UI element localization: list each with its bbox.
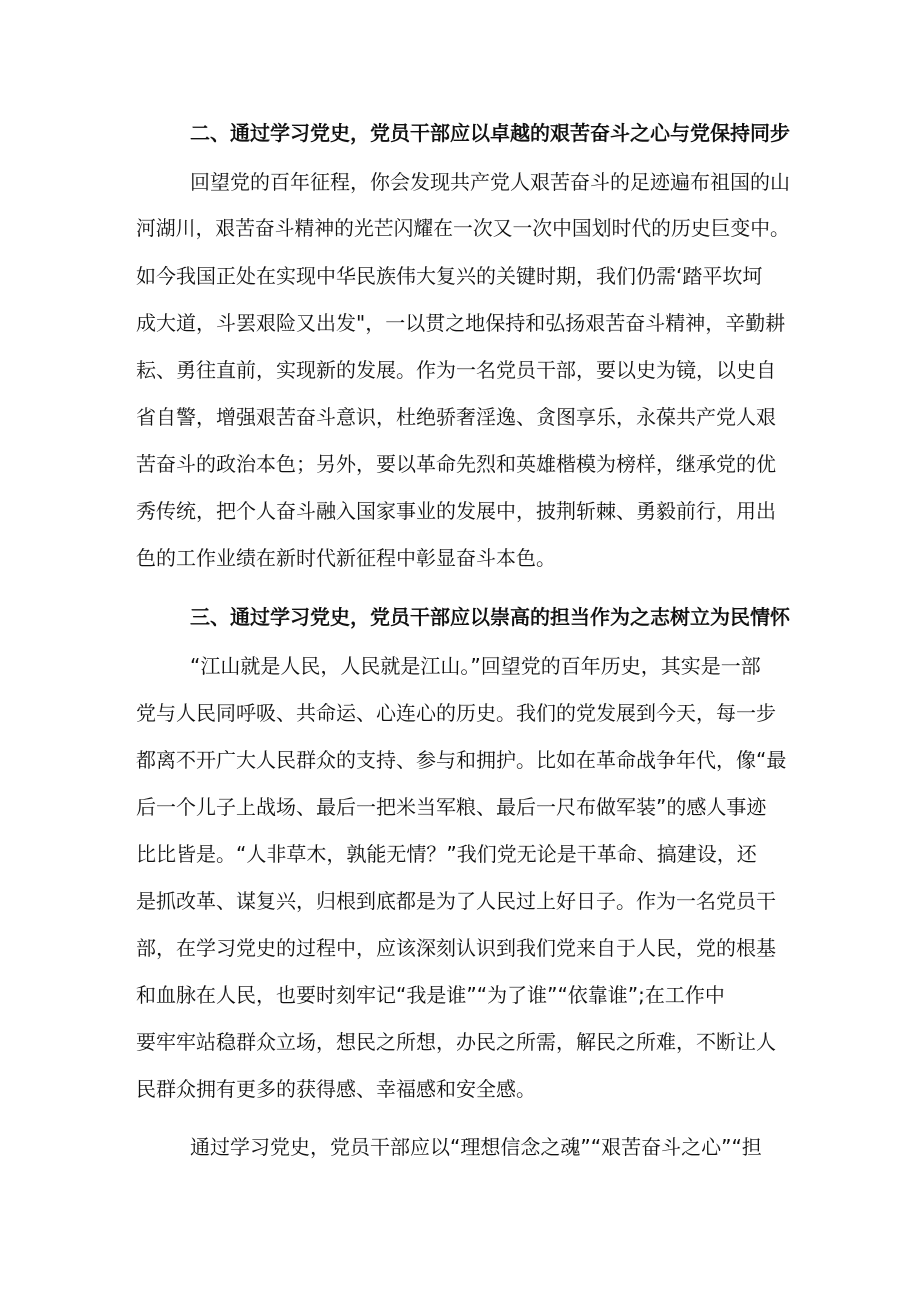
paragraph-line	[0, 445, 920, 483]
paragraph-line	[0, 741, 920, 779]
text-line: 秀传统，把个人奋斗融入国家事业的发展中，披荆斩棘、勇毅前行，用出	[136, 499, 776, 523]
text-line: 省自警，增强艰苦奋斗意识，杜绝骄奢淫逸、贪图享乐，永葆共产党人艰	[136, 405, 776, 429]
paragraph-line	[0, 929, 920, 967]
text-line: 后一个儿子上战场、最后一把米当军粮、最后一尺布做军装”的感人事迹	[136, 795, 767, 819]
paragraph-line	[0, 257, 920, 295]
paragraph-line	[0, 304, 920, 342]
section-3-heading	[0, 598, 920, 636]
text-line: 苦奋斗的政治本色；另外，要以革命先烈和英雄楷模为榜样，继承党的优	[136, 452, 776, 476]
paragraph-line	[0, 398, 920, 436]
text-line: 民群众拥有更多的获得感、幸福感和安全感。	[136, 1077, 536, 1101]
text-line: 都离不开广大人民群众的支持、参与和拥护。比如在革命战争年代，像“最	[136, 748, 787, 772]
paragraph-line	[0, 882, 920, 920]
text-line: 成大道，斗罢艰险又出发"，一以贯之地保持和弘扬艰苦奋斗精神，辛勤耕	[136, 311, 786, 335]
text-line: 比比皆是。“人非草木，孰能无情？”我们党无论是干革命、搞建设，还	[136, 842, 757, 866]
text-line: 和血脉在人民，也要时刻牢记“我是谁”“为了谁”“依靠谁”;在工作中	[136, 983, 725, 1007]
paragraph-line	[0, 1128, 920, 1166]
text-line: 色的工作业绩在新时代新征程中彰显奋斗本色。	[136, 546, 556, 570]
paragraph-line	[0, 788, 920, 826]
paragraph-line	[0, 163, 920, 201]
paragraph-line	[0, 492, 920, 530]
text-line: 部，在学习党史的过程中，应该深刻认识到我们党来自于人民，党的根基	[136, 936, 776, 960]
paragraph-line	[0, 694, 920, 732]
paragraph-line	[0, 1023, 920, 1061]
paragraph-line	[0, 539, 920, 577]
text-line: 通过学习党史，党员干部应以“理想信念之魂”“艰苦奋斗之心”“担	[190, 1135, 762, 1159]
text-line: 耘、勇往直前，实现新的发展。作为一名党员干部，要以史为镜，以史自	[136, 358, 776, 382]
paragraph-line	[0, 351, 920, 389]
text-line: 是抓改革、谋复兴，归根到底都是为了人民过上好日子。作为一名党员干	[136, 889, 776, 913]
paragraph-line	[0, 647, 920, 685]
text-line: 回望党的百年征程，你会发现共产党人艰苦奋斗的足迹遍布祖国的山	[190, 170, 790, 194]
text-line: 党与人民同呼吸、共命运、心连心的历史。我们的党发展到今天，每一步	[136, 701, 776, 725]
text-line: 要牢牢站稳群众立场，想民之所想，办民之所需，解民之所难，不断让人	[136, 1030, 776, 1054]
text-line: 如今我国正处在实现中华民族伟大复兴的关键时期，我们仍需‘踏平坎坷	[136, 264, 763, 288]
section-2-heading	[0, 114, 920, 152]
paragraph-line	[0, 976, 920, 1014]
section-3-heading-text: 三、通过学习党史，党员干部应以崇高的担当作为之志树立为民情怀	[190, 605, 790, 629]
paragraph-line	[0, 835, 920, 873]
section-2-heading-text: 二、通过学习党史，党员干部应以卓越的艰苦奋斗之心与党保持同步	[190, 121, 790, 145]
paragraph-line	[0, 1070, 920, 1108]
text-line: “江山就是人民，人民就是江山。”回望党的百年历史，其实是一部	[190, 654, 761, 678]
text-line: 河湖川，艰苦奋斗精神的光芒闪耀在一次又一次中国划时代的历史巨变中。	[136, 217, 790, 240]
paragraph-line	[0, 210, 920, 248]
